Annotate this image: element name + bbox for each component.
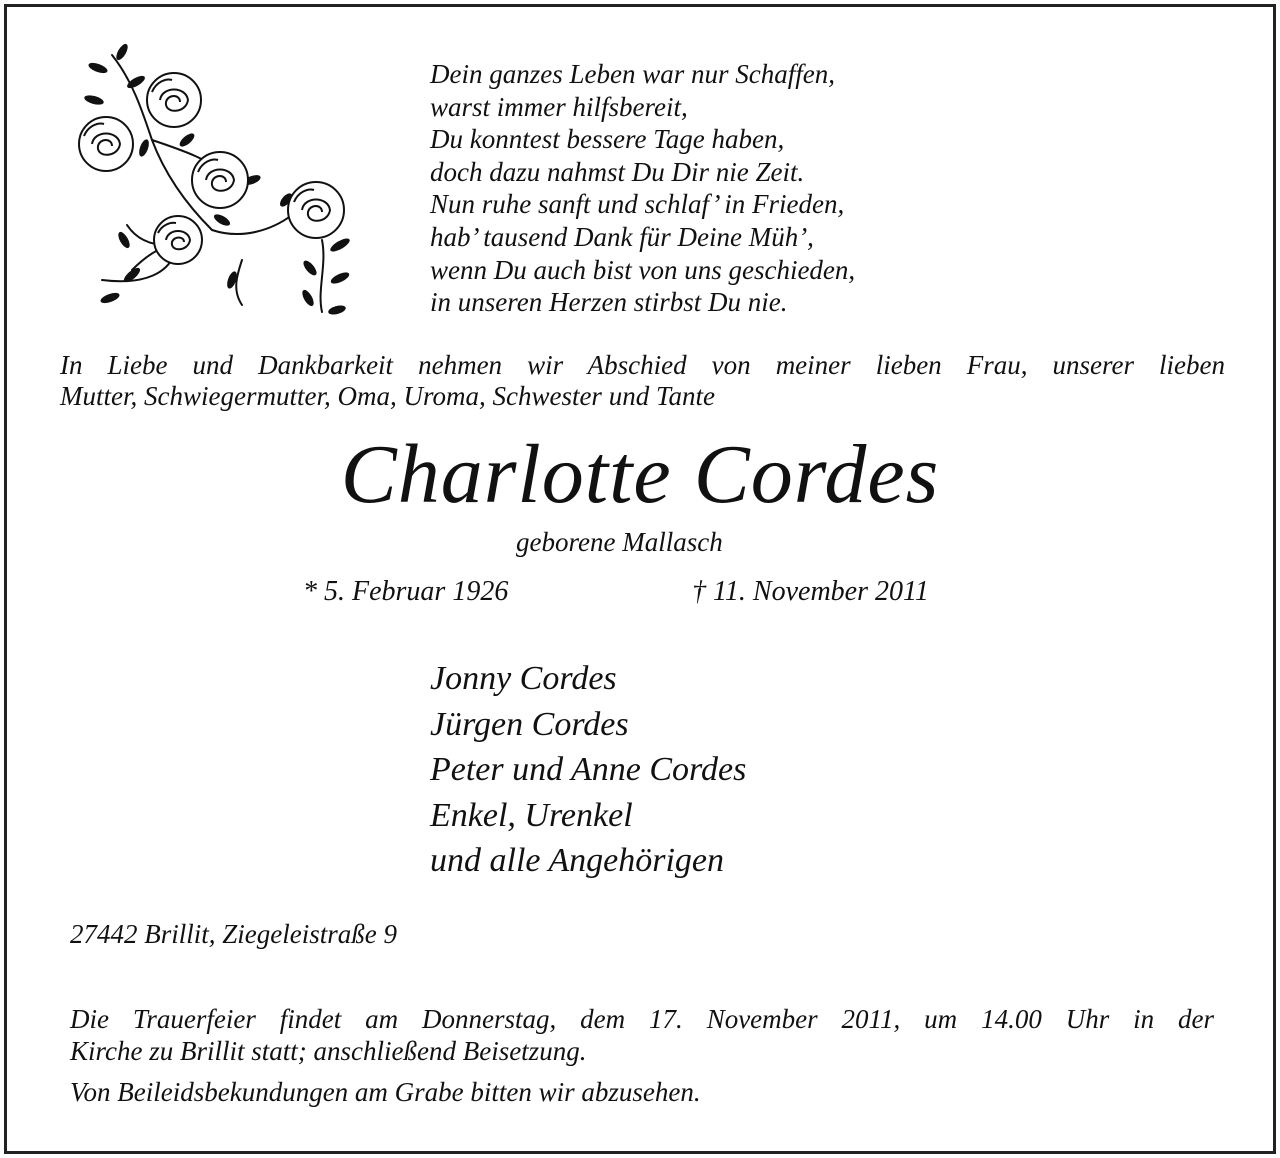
rose-stem — [236, 260, 242, 305]
mourner: Enkel, Urenkel — [430, 796, 633, 834]
mourners-list — [430, 656, 746, 884]
rose — [288, 182, 344, 238]
leaf — [114, 42, 130, 62]
poem-line: warst immer hilfsbereit, — [430, 91, 688, 122]
service-info — [70, 1003, 1214, 1067]
leaf — [137, 138, 151, 158]
leaf — [87, 61, 109, 75]
leaf — [329, 270, 351, 286]
leaf — [327, 304, 346, 316]
deceased-name: Charlotte Cordes — [340, 428, 940, 521]
service-line: Kirche zu Brillit statt; anschließend Beisetzung. — [70, 1036, 587, 1066]
rose — [79, 117, 133, 171]
poem-line: hab’ tausend Dank für Deine Müh’, — [430, 221, 814, 252]
leaf — [178, 131, 197, 149]
rose-stem — [321, 240, 324, 312]
leaf — [99, 291, 121, 305]
intro-line: In Liebe und Dankbarkeit nehmen wir Abschied von meiner lieben Frau, unserer lieben — [60, 350, 1225, 380]
leaf — [328, 236, 351, 254]
birth-name: geborene Mallasch — [516, 527, 723, 557]
poem — [430, 58, 855, 319]
mourner: und alle Angehörigen — [430, 842, 724, 879]
leaf — [83, 94, 104, 107]
poem-line: Du konntest bessere Tage haben, — [430, 124, 785, 155]
poem-line: in unseren Herzen stirbst Du nie. — [430, 287, 788, 318]
address: 27442 Brillit, Ziegeleistraße 9 — [70, 919, 397, 949]
leaf — [301, 259, 319, 278]
condolence-note: Von Beileidsbekundungen am Grabe bitten wir abzusehen. — [70, 1077, 701, 1107]
leaf — [300, 288, 316, 308]
leaf — [116, 230, 132, 250]
rose — [147, 73, 201, 127]
service-line: Die Trauerfeier findet am Donnerstag, dem 17. November 2011, um 14.00 Uhr in der — [70, 1004, 1214, 1034]
intro-text — [60, 350, 1225, 412]
mourner: Jonny Cordes — [430, 660, 617, 697]
mourner: Jürgen Cordes — [430, 705, 629, 743]
death-date: † 11. November 2011 — [692, 576, 929, 607]
roses-illustration — [72, 40, 372, 330]
rose — [154, 216, 202, 264]
poem-line: Nun ruhe sanft und schlaf’ in Frieden, — [430, 189, 845, 220]
poem-line: wenn Du auch bist von uns geschieden, — [430, 254, 856, 285]
intro-line: Mutter, Schwiegermutter, Oma, Uroma, Schwester und Tante — [60, 381, 715, 411]
leaf — [212, 212, 232, 228]
poem-line: Dein ganzes Leben war nur Schaffen, — [430, 59, 835, 89]
poem-line: doch dazu nahmst Du Dir nie Zeit. — [430, 156, 805, 187]
mourner: Peter und Anne Cordes — [430, 751, 747, 788]
birth-date: * 5. Februar 1926 — [303, 576, 509, 607]
rose — [192, 152, 248, 208]
